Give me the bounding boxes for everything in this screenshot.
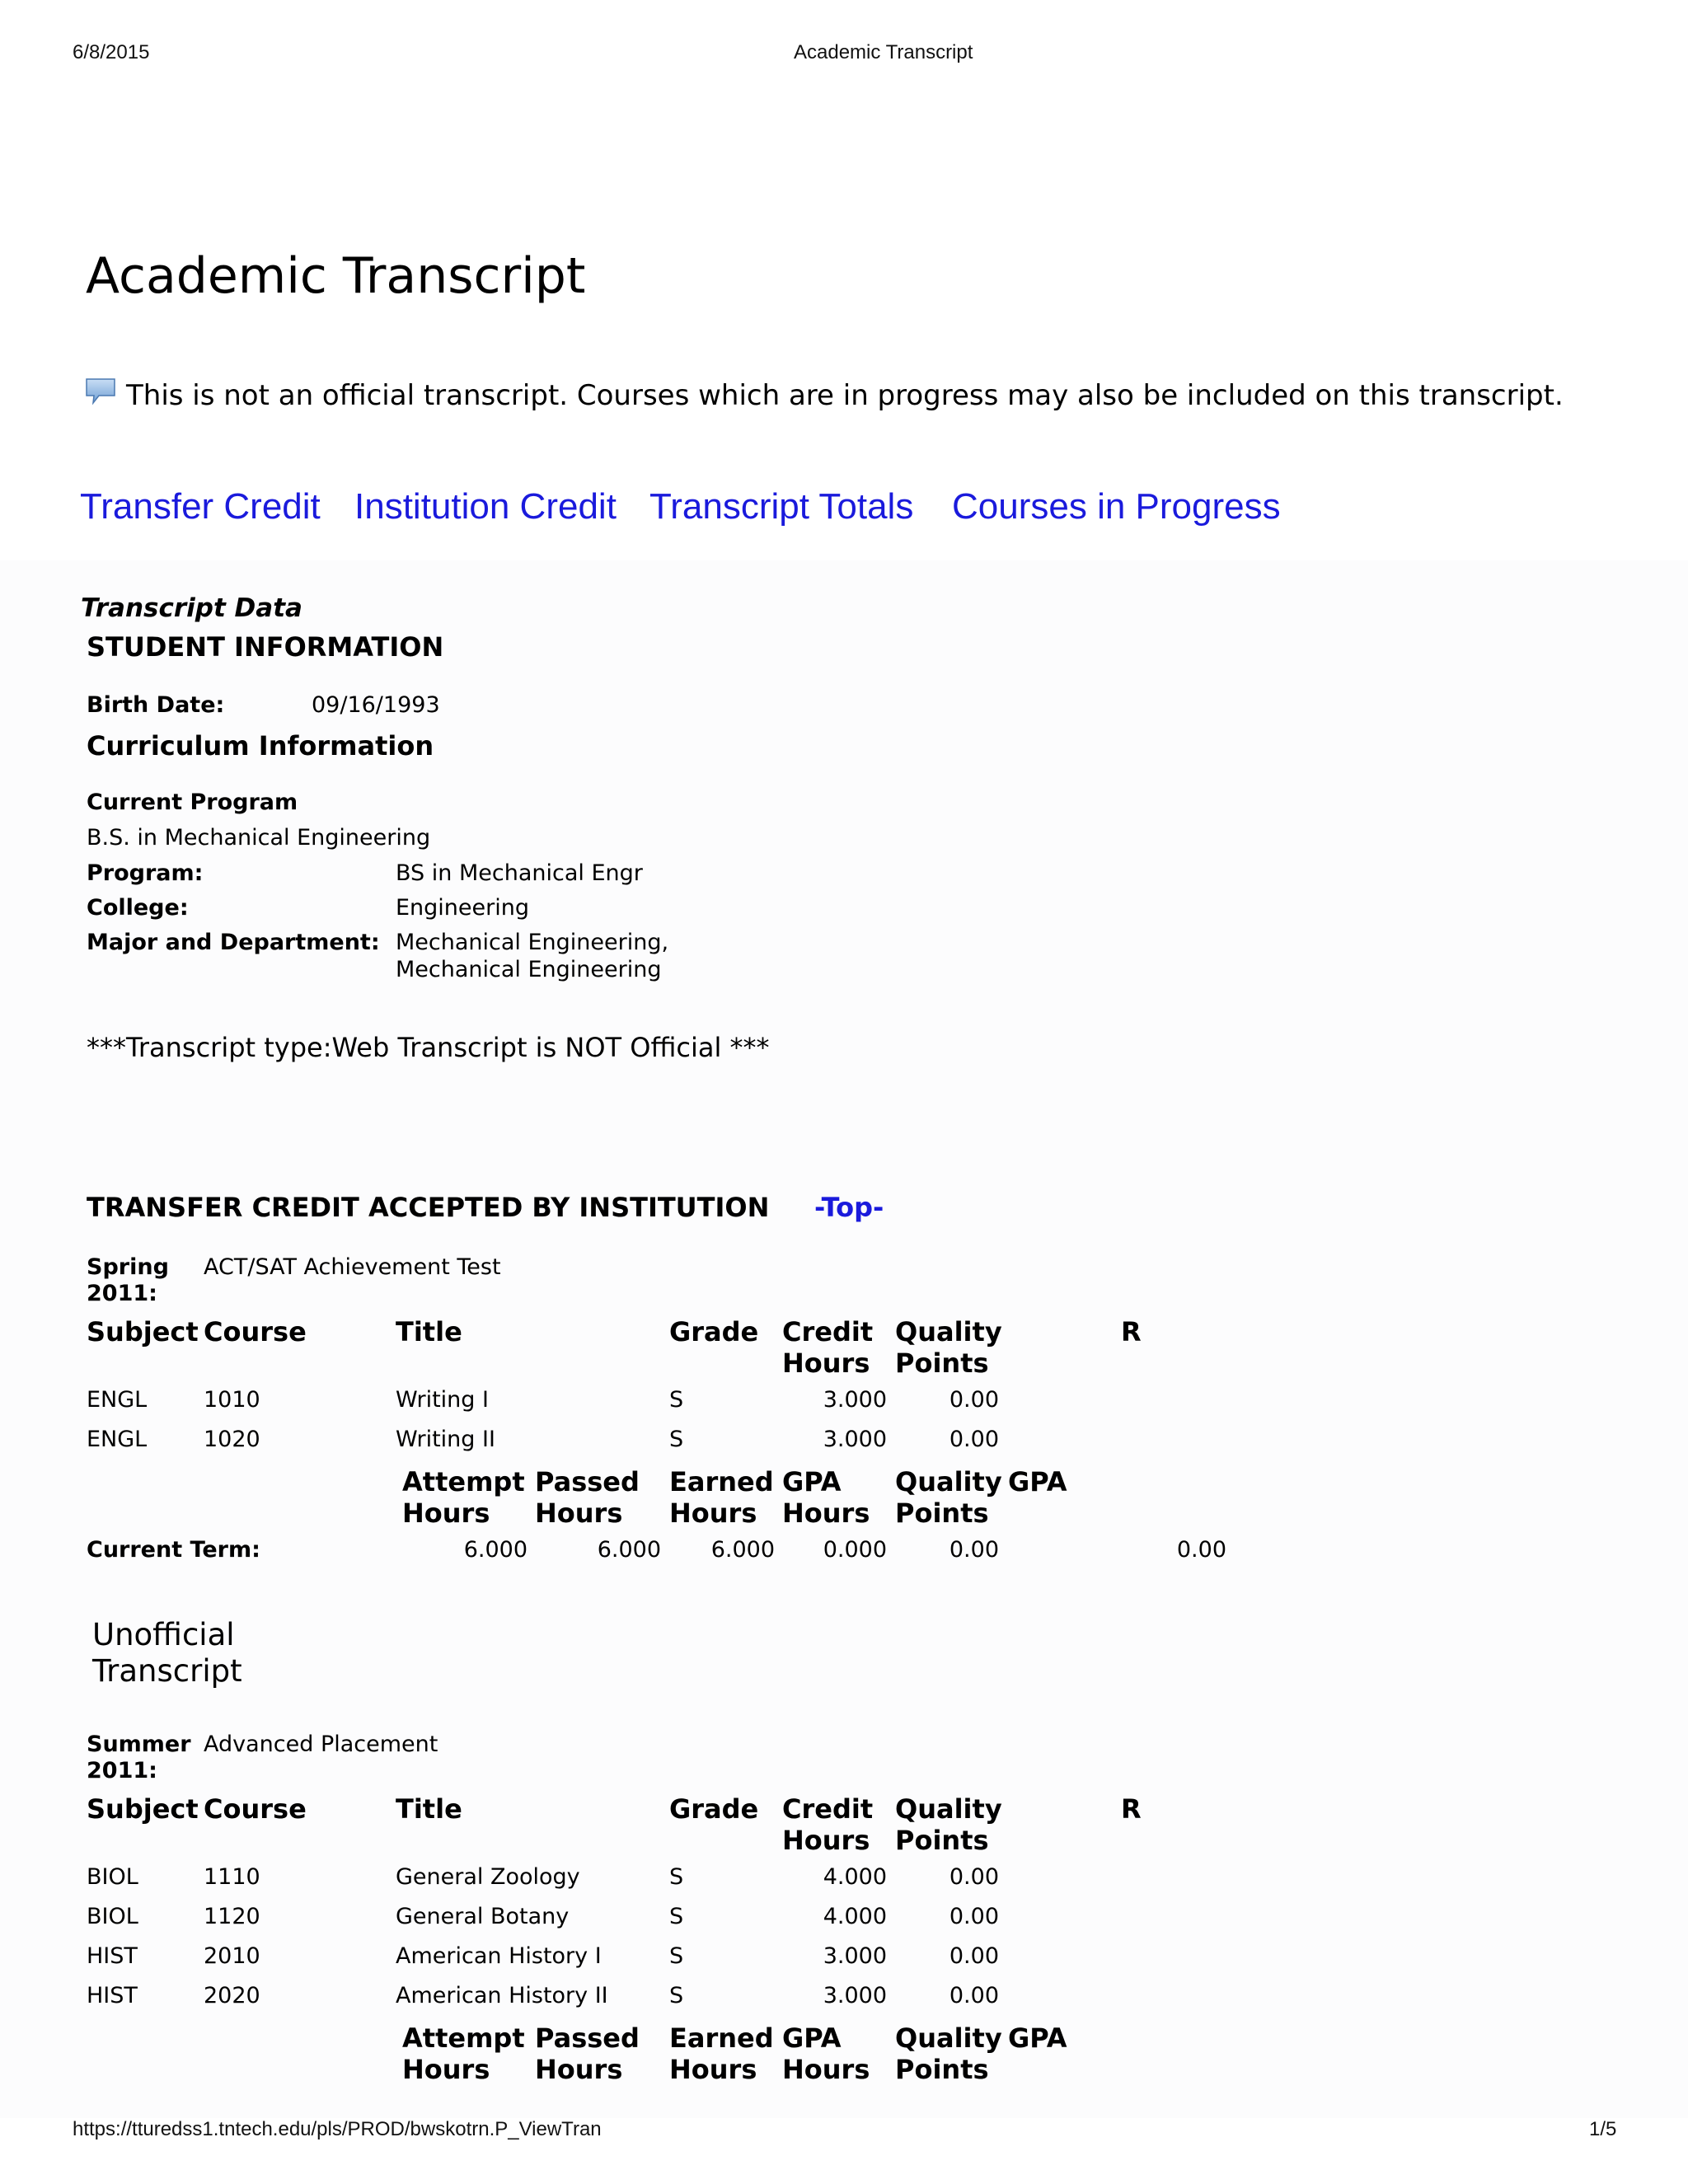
col-header-quality-line2: Points xyxy=(895,1347,989,1379)
course-title: Writing I xyxy=(396,1387,489,1413)
col-header-subject: Subject xyxy=(87,1316,199,1347)
col-header-credit-hours xyxy=(782,1316,873,1379)
course-grade: S xyxy=(669,1427,684,1452)
col-header-title: Title xyxy=(396,1793,462,1825)
course-number: 1120 xyxy=(204,1904,260,1929)
totals-header-passed-line1: Passed xyxy=(535,2022,640,2054)
course-credit-hours: 3.000 xyxy=(823,1983,887,2008)
totals-header-passed-hours xyxy=(535,1466,640,1529)
totals-header-passed-line2: Hours xyxy=(535,2054,623,2085)
print-title: Academic Transcript xyxy=(794,41,973,63)
course-subject: HIST xyxy=(87,1943,138,1969)
course-title: American History I xyxy=(396,1943,602,1969)
col-header-course: Course xyxy=(204,1316,307,1347)
course-title: General Zoology xyxy=(396,1864,580,1890)
totals-header-gpa-hours-line1: GPA xyxy=(782,2022,842,2054)
course-number: 2020 xyxy=(204,1983,260,2008)
term-source: ACT/SAT Achievement Test xyxy=(204,1254,501,1280)
totals-header-earned-line2: Hours xyxy=(669,2054,757,2085)
course-credit-hours: 4.000 xyxy=(823,1864,887,1890)
totals-header-earned-hours xyxy=(669,1466,774,1529)
course-credit-hours: 3.000 xyxy=(823,1943,887,1969)
totals-header-gpa: GPA xyxy=(1008,2022,1067,2054)
course-grade: S xyxy=(669,1983,684,2008)
totals-header-gpa-hours xyxy=(782,2022,870,2085)
col-header-title: Title xyxy=(396,1316,462,1347)
course-subject: BIOL xyxy=(87,1864,138,1890)
program-value: BS in Mechanical Engr xyxy=(396,860,643,886)
transcript-type-note: ***Transcript type:Web Transcript is NOT Official *** xyxy=(87,1032,770,1063)
birth-date-label: Birth Date: xyxy=(87,692,225,718)
term-label-line2: 2011: xyxy=(87,1281,157,1306)
term-label-line1: Spring xyxy=(87,1254,169,1280)
col-header-r: R xyxy=(1121,1316,1142,1347)
current-program-label: Current Program xyxy=(87,790,298,815)
course-quality-points: 0.00 xyxy=(949,1983,999,2008)
totals-header-gpa-hours-line1: GPA xyxy=(782,1466,842,1497)
nav-link-transfer-credit[interactable]: Transfer Credit xyxy=(80,486,321,527)
col-header-quality-line1: Quality xyxy=(895,1793,1002,1825)
totals-header-passed-line1: Passed xyxy=(535,1466,640,1497)
totals-header-attempt-line2: Hours xyxy=(402,1497,490,1529)
unofficial-transcript-watermark: Unofficial Transcript xyxy=(92,1617,242,1689)
info-comment-icon xyxy=(86,377,115,405)
course-quality-points: 0.00 xyxy=(949,1427,999,1452)
nav-link-institution-credit[interactable]: Institution Credit xyxy=(354,486,617,527)
course-credit-hours: 3.000 xyxy=(823,1427,887,1452)
course-quality-points: 0.00 xyxy=(949,1943,999,1969)
totals-header-attempt-line2: Hours xyxy=(402,2054,490,2085)
birth-date-value: 09/16/1993 xyxy=(312,692,440,718)
curriculum-heading: Curriculum Information xyxy=(87,730,434,762)
course-title: American History II xyxy=(396,1983,608,2008)
total-quality-points: 0.00 xyxy=(949,1537,999,1563)
totals-header-gpa-hours-line2: Hours xyxy=(782,2054,870,2085)
course-subject: BIOL xyxy=(87,1904,138,1929)
course-credit-hours: 3.000 xyxy=(823,1387,887,1413)
col-header-quality-points xyxy=(895,1793,1002,1856)
course-subject: ENGL xyxy=(87,1427,148,1452)
col-header-credit-line2: Hours xyxy=(782,1347,870,1379)
page-title: Academic Transcript xyxy=(86,247,586,305)
major-value-line1: Mechanical Engineering, xyxy=(396,930,669,955)
course-title: General Botany xyxy=(396,1904,570,1929)
major-label: Major and Department: xyxy=(87,930,380,955)
current-program-value: B.S. in Mechanical Engineering xyxy=(87,825,431,851)
col-header-course: Course xyxy=(204,1793,307,1825)
notice-text: This is not an official transcript. Courses which are in progress may also be included on this transcript. xyxy=(126,379,1564,412)
student-info-heading: STUDENT INFORMATION xyxy=(87,631,444,663)
total-passed-hours: 6.000 xyxy=(597,1537,661,1563)
course-credit-hours: 4.000 xyxy=(823,1904,887,1929)
totals-header-attempt-hours xyxy=(402,2022,525,2085)
course-quality-points: 0.00 xyxy=(949,1904,999,1929)
col-header-credit-line2: Hours xyxy=(782,1825,870,1856)
nav-link-transcript-totals[interactable]: Transcript Totals xyxy=(649,486,914,527)
totals-header-passed-line2: Hours xyxy=(535,1497,623,1529)
course-subject: ENGL xyxy=(87,1387,148,1413)
total-gpa: 0.00 xyxy=(1176,1537,1226,1563)
college-label: College: xyxy=(87,895,189,921)
totals-header-gpa: GPA xyxy=(1008,1466,1067,1497)
print-footer-page: 1/5 xyxy=(1589,2118,1617,2140)
course-grade: S xyxy=(669,1943,684,1969)
course-quality-points: 0.00 xyxy=(949,1387,999,1413)
print-date: 6/8/2015 xyxy=(73,41,150,63)
totals-header-quality-points xyxy=(895,2022,1002,2085)
major-value-line2: Mechanical Engineering xyxy=(396,957,662,982)
course-subject: HIST xyxy=(87,1983,138,2008)
totals-header-quality-line2: Points xyxy=(895,2054,989,2085)
totals-header-earned-hours xyxy=(669,2022,774,2085)
col-header-grade: Grade xyxy=(669,1316,759,1347)
totals-header-earned-line2: Hours xyxy=(669,1497,757,1529)
course-number: 1020 xyxy=(204,1427,260,1452)
totals-header-attempt-line1: Attempt xyxy=(402,1466,525,1497)
col-header-r: R xyxy=(1121,1793,1142,1825)
term-label-line2: 2011: xyxy=(87,1758,157,1783)
col-header-quality-line2: Points xyxy=(895,1825,989,1856)
print-footer-url: https://tturedss1.tntech.edu/pls/PROD/bwskotrn.P_ViewTran xyxy=(73,2118,602,2140)
current-term-label: Current Term: xyxy=(87,1537,260,1563)
college-value: Engineering xyxy=(396,895,529,921)
transcript-data-label: Transcript Data xyxy=(81,593,302,623)
term-source: Advanced Placement xyxy=(204,1732,438,1757)
col-header-credit-hours xyxy=(782,1793,873,1856)
course-grade: S xyxy=(669,1864,684,1890)
totals-header-earned-line1: Earned xyxy=(669,1466,774,1497)
course-number: 1110 xyxy=(204,1864,260,1890)
total-gpa-hours: 0.000 xyxy=(823,1537,887,1563)
totals-header-gpa-hours xyxy=(782,1466,870,1529)
nav-link-courses-in-progress[interactable]: Courses in Progress xyxy=(952,486,1281,527)
course-number: 1010 xyxy=(204,1387,260,1413)
top-link[interactable]: -Top- xyxy=(814,1192,884,1223)
col-header-quality-line1: Quality xyxy=(895,1316,1002,1347)
total-earned-hours: 6.000 xyxy=(710,1537,775,1563)
totals-header-gpa-hours-line2: Hours xyxy=(782,1497,870,1529)
totals-header-quality-line1: Quality xyxy=(895,1466,1002,1497)
transfer-credit-heading: TRANSFER CREDIT ACCEPTED BY INSTITUTION xyxy=(87,1192,770,1223)
col-header-subject: Subject xyxy=(87,1793,199,1825)
col-header-credit-line1: Credit xyxy=(782,1316,874,1347)
program-label: Program: xyxy=(87,860,204,886)
totals-header-quality-line2: Points xyxy=(895,1497,989,1529)
totals-header-passed-hours xyxy=(535,2022,640,2085)
col-header-quality-points xyxy=(895,1316,1002,1379)
course-quality-points: 0.00 xyxy=(949,1864,999,1890)
col-header-credit-line1: Credit xyxy=(782,1793,874,1825)
col-header-grade: Grade xyxy=(669,1793,759,1825)
course-number: 2010 xyxy=(204,1943,260,1969)
totals-header-quality-points xyxy=(895,1466,1002,1529)
totals-header-attempt-line1: Attempt xyxy=(402,2022,525,2054)
totals-header-quality-line1: Quality xyxy=(895,2022,1002,2054)
course-title: Writing II xyxy=(396,1427,495,1452)
totals-header-earned-line1: Earned xyxy=(669,2022,774,2054)
totals-header-attempt-hours xyxy=(402,1466,525,1529)
total-attempt-hours: 6.000 xyxy=(463,1537,528,1563)
term-label-line1: Summer xyxy=(87,1732,191,1757)
course-grade: S xyxy=(669,1387,684,1413)
course-grade: S xyxy=(669,1904,684,1929)
